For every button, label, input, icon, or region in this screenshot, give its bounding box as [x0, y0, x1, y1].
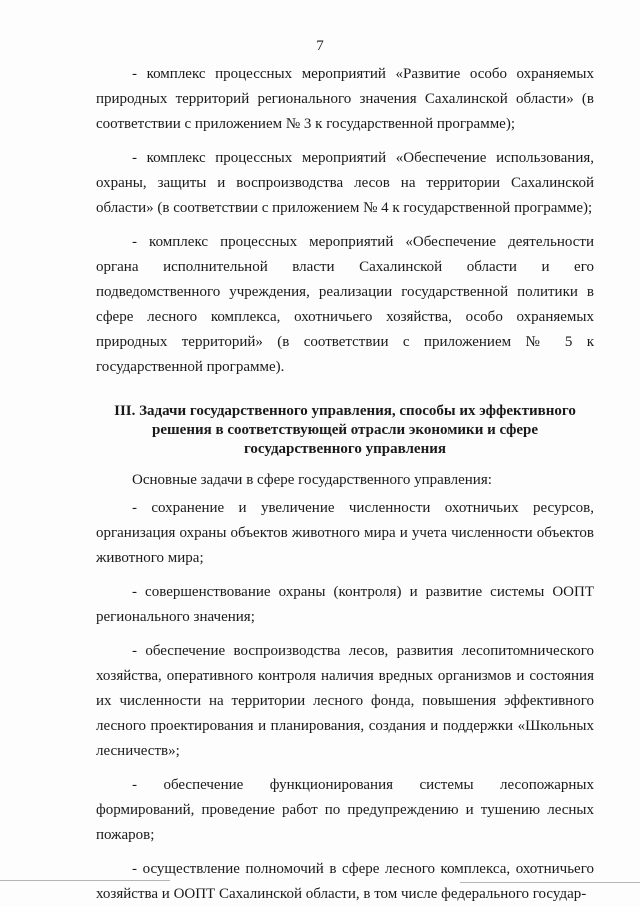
task-item-4: - обеспечение функционирования системы лесопожарных формирований, проведение работ по предупреждению и тушению лесных пожаров;	[96, 777, 594, 843]
document-body	[96, 62, 594, 916]
task-item-1: - сохранение и увеличение численности охотничьих ресурсов, организация охраны объектов животного мира и учета численности объектов животного мира;	[96, 500, 594, 566]
task-item-2: - совершенствование охраны (контроля) и развитие системы ООПТ регионального значения;	[96, 584, 594, 625]
page-number: 7	[316, 38, 324, 54]
paragraph-measures-4: - комплекс процессных мероприятий «Обеспечение использования, охраны, защиты и воспроизводства лесов на территории Сахалинской области» (в соответствии с приложением № 4 к государственной программе);	[96, 150, 594, 216]
paragraph-measures-3: - комплекс процессных мероприятий «Развитие особо охраняемых природных территорий регионального значения Сахалинской области» (в соответствии с приложением № 3 к государственной программе);	[96, 66, 594, 132]
tasks-intro: Основные задачи в сфере государственного управления:	[132, 472, 492, 488]
scan-edge-line-left	[0, 880, 170, 881]
task-item-3: - обеспечение воспроизводства лесов, развития лесопитомнического хозяйства, оперативного контроля наличия вредных организмов и состояния их численности на территории лесного фонда, повышения эффективного лесного проектирования и планирования, создания и поддержки «Школьных лесничеств»;	[96, 643, 594, 759]
scan-edge-line-right	[460, 882, 640, 883]
paragraph-measures-5: - комплекс процессных мероприятий «Обеспечение деятельности органа исполнительной власти Сахалинской области и его подведомственного учреждения, реализации государственной политики в сфере лесного комплекса, охотничьего хозяйства, особо охраняемых природных территорий» (в соответствии с приложением № 5 к государственной программе).	[96, 234, 594, 375]
section-heading: III. Задачи государственного управления, способы их эффективного решения в соответствующей отрасли экономики и сфере государственного управления	[114, 403, 576, 457]
task-item-5: - осуществление полномочий в сфере лесного комплекса, охотничьего хозяйства и ООПТ Сахалинской области, в том числе федерального государ-	[96, 861, 594, 902]
